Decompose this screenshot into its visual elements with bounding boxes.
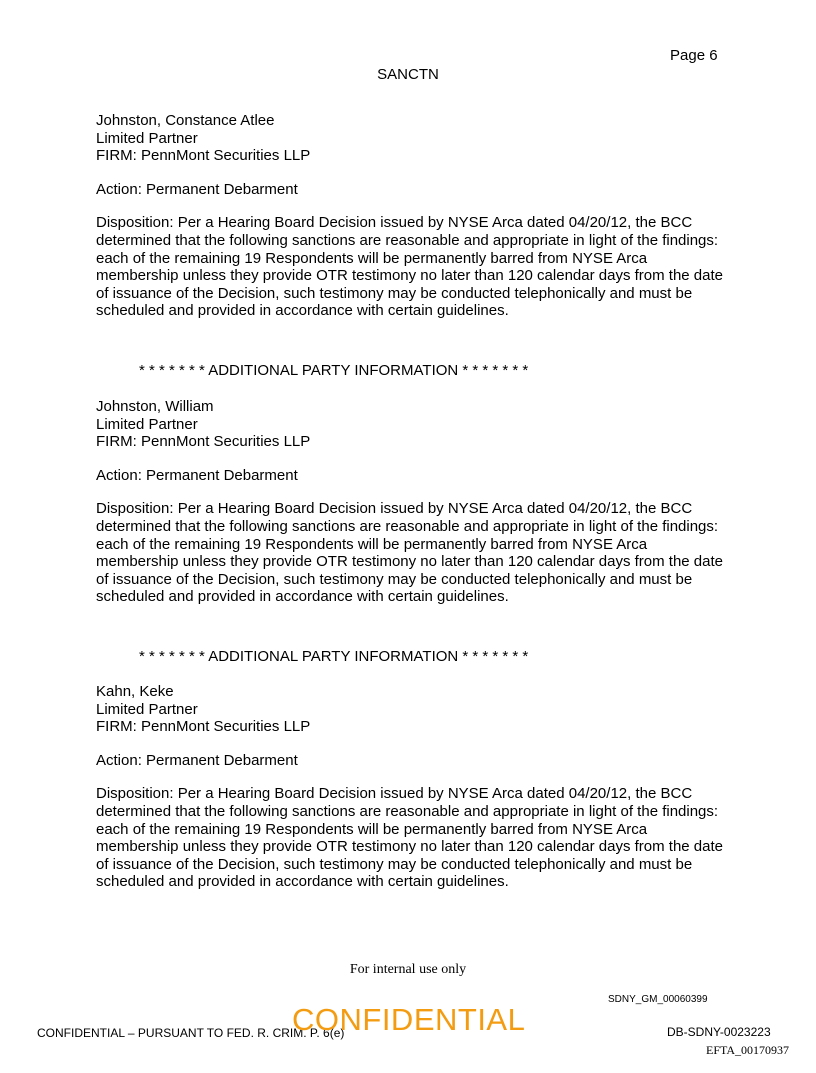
confidential-notice: CONFIDENTIAL – PURSUANT TO FED. R. CRIM. P. 6(e): [37, 1026, 345, 1040]
efta-number: EFTA_00170937: [706, 1043, 790, 1057]
party-action: Action: Permanent Debarment: [96, 180, 298, 198]
party-entry: [96, 112, 726, 320]
party-disposition: Disposition: Per a Hearing Board Decision issued by NYSE Arca dated 04/20/12, the BCC determined that the following sanctions are reasonable and appropriate in light of the findings: each of the remaining 19 Respondents will be permanently barred from NYSE Arca membership unless they provide OTR testimony no later than 120 calendar days from the date of issuance of the Decision, such testimony may be conducted telephonically and must be scheduled and provided in accordance with certain guidelines.: [96, 500, 723, 606]
bates-number-top: SDNY_GM_00060399: [608, 994, 708, 1005]
document-title: SANCTN: [377, 66, 439, 83]
party-role: Limited Partner: [96, 415, 198, 433]
party-action: Action: Permanent Debarment: [96, 751, 298, 769]
party-disposition: Disposition: Per a Hearing Board Decision issued by NYSE Arca dated 04/20/12, the BCC determined that the following sanctions are reasonable and appropriate in light of the findings: each of the remaining 19 Respondents will be permanently barred from NYSE Arca membership unless they provide OTR testimony no later than 120 calendar days from the date of issuance of the Decision, such testimony may be conducted telephonically and must be scheduled and provided in accordance with certain guidelines.: [96, 785, 723, 891]
party-firm: FIRM: PennMont Securities LLP: [96, 433, 311, 451]
party-disposition: Disposition: Per a Hearing Board Decision issued by NYSE Arca dated 04/20/12, the BCC determined that the following sanctions are reasonable and appropriate in light of the findings: each of the remaining 19 Respondents will be permanently barred from NYSE Arca membership unless they provide OTR testimony no later than 120 calendar days from the date of issuance of the Decision, such testimony may be conducted telephonically and must be scheduled and provided in accordance with certain guidelines.: [96, 214, 723, 320]
party-role: Limited Partner: [96, 129, 198, 147]
party-firm: FIRM: PennMont Securities LLP: [96, 718, 311, 736]
party-role: Limited Partner: [96, 700, 198, 718]
additional-party-separator: * * * * * * * ADDITIONAL PARTY INFORMATION * * * * * * *: [139, 362, 529, 379]
confidential-stamp: CONFIDENTIAL: [292, 1002, 526, 1037]
party-name: Johnston, Constance Atlee: [96, 112, 275, 129]
additional-party-separator: * * * * * * * ADDITIONAL PARTY INFORMATION * * * * * * *: [139, 648, 529, 665]
party-action: Action: Permanent Debarment: [96, 466, 298, 484]
party-entry: [96, 683, 726, 891]
internal-use-note: For internal use only: [349, 962, 467, 977]
party-firm: FIRM: PennMont Securities LLP: [96, 147, 311, 165]
page-number: Page 6: [670, 47, 718, 64]
party-entry: [96, 398, 726, 606]
bates-number-right: DB-SDNY-0023223: [667, 1025, 771, 1039]
party-name: Kahn, Keke: [96, 683, 174, 700]
party-name: Johnston, William: [96, 398, 214, 415]
